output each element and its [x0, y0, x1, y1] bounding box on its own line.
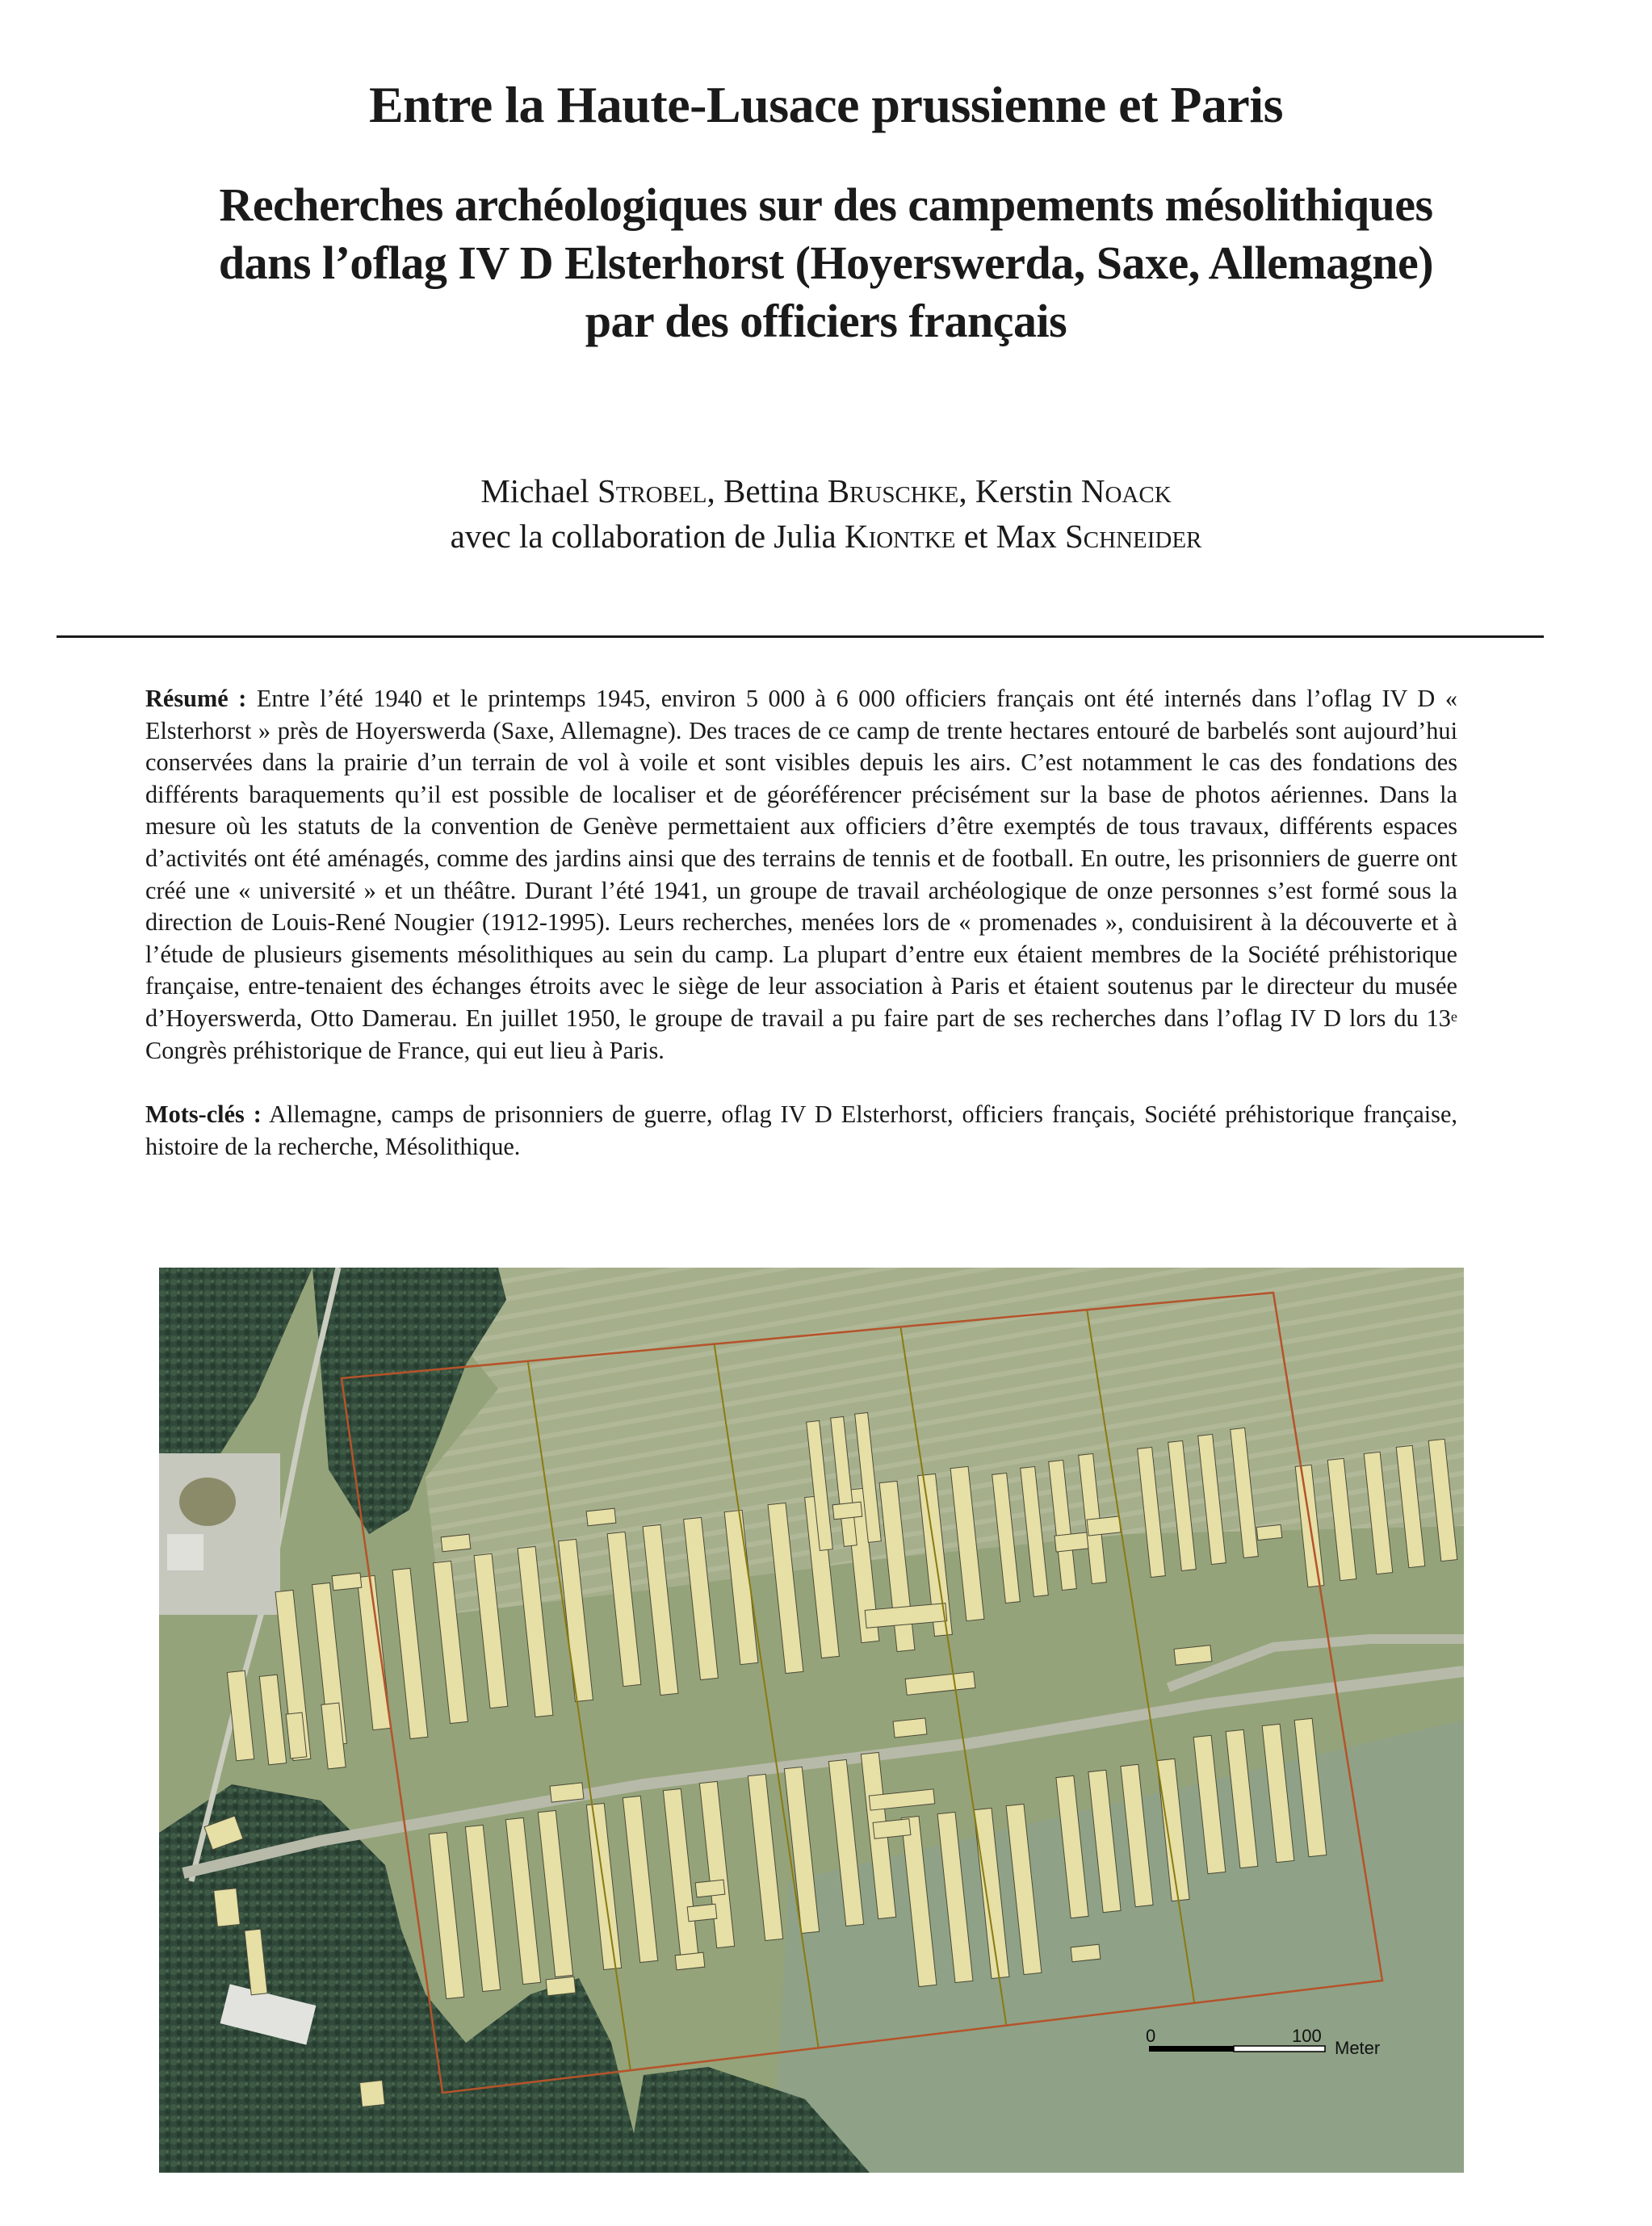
scale-bar-white-segment [1234, 2046, 1325, 2052]
abstract-section [145, 683, 1457, 1163]
article-title: Entre la Haute-Lusace prussienne et Paris [368, 76, 1284, 133]
parking-island [179, 1478, 236, 1526]
scale-bar-end-label: 100 [1292, 2026, 1322, 2046]
author-list: Michael Strobel, Bettina Bruschke, Kerstin Noack [480, 472, 1172, 509]
scale-bar-start-label: 0 [1146, 2026, 1156, 2046]
barrack [832, 1502, 862, 1520]
barrack [586, 1508, 616, 1526]
barrack [441, 1534, 471, 1552]
subtitle-line: Recherches archéologiques sur des campements mésolithiques [219, 178, 1433, 231]
barrack [546, 1977, 576, 1996]
barrack [1174, 1645, 1212, 1666]
author-name: Kerstin Noack [975, 472, 1172, 509]
barrack [360, 2081, 385, 2107]
barrack [687, 1904, 717, 1922]
keywords-paragraph: Mots-clés : Allemagne, camps de prisonniers de guerre, oflag IV D Elsterhorst, officiers français, Société préhistorique française, histoire de la recherche, Mésolithique. [145, 1100, 1457, 1160]
abstract-paragraph: Résumé : Entre l’été 1940 et le printemps 1945, environ 5 000 à 6 000 officiers français ont été internés dans l’oflag IV D « Elsterhorst » près de Hoyerswerda (Saxe, Allemagne). Des traces de ce camp de trente hectares entouré de barbelés sont aujourd’hui conservées dans la prairie d’un terrain de vol à voile et sont visibles depuis les airs. C’est notamment le cas des fondations des différents baraquements qu’il est possible de localiser et de géoréférencer précisément sur la base de photos aériennes. Dans la mesure où les statuts de la convention de Genève permettaient aux officiers d’être exemptés de tous travaux, différents espaces d’activités ont été aménagés, comme des jardins ainsi que des terrains de tennis et de football. En outre, les prisonniers de guerre ont créé une « université » et un théâtre. Durant l’été 1941, un groupe de travail archéologique de onze personnes s’est formé sous la direction de Louis-René Nougier (1912-1995). Leurs recherches, menées lors de « promenades », conduisirent à la découverte et à l’étude de plusieurs gisements mésolithiques au sein du camp. La plupart d’entre eux étaient membres de la Société préhistorique française, entre-tenaient des échanges étroits avec le siège de leur association à Paris et étaient soutenus par le directeur du musée d’Hoyerswerda, Otto Damerau. En juillet 1950, le groupe de travail a pu faire part de ses recherches dans l’oflag IV D lors du 13e Congrès préhistorique de France, qui eut lieu à Paris. [145, 685, 1457, 1064]
aerial-photo-figure [159, 1268, 1464, 2173]
barrack [332, 1573, 362, 1591]
subtitle-line: par des officiers français [585, 295, 1067, 347]
barrack [695, 1880, 725, 1897]
author-name: Bettina Bruschke [723, 472, 959, 509]
scale-bar-black-segment [1149, 2046, 1234, 2052]
abstract-label: Résumé : [145, 685, 247, 712]
barrack [1071, 1944, 1101, 1962]
barrack [214, 1889, 241, 1927]
barrack [675, 1952, 705, 1970]
barrack [1087, 1516, 1121, 1536]
barrack [873, 1819, 911, 1839]
scale-bar-unit: Meter [1335, 2038, 1381, 2058]
collaboration-line: avec la collaboration de Julia Kiontke et Max Schneider [450, 518, 1202, 555]
collaborator-name: Julia Kiontke [774, 518, 956, 555]
building-west [167, 1534, 203, 1570]
barrack [1256, 1524, 1282, 1540]
author-block [0, 468, 1652, 559]
keywords-label: Mots-clés : [145, 1100, 262, 1129]
subtitle-line: dans l’oflag IV D Elsterhorst (Hoyerswerda, Saxe, Allemagne) [218, 237, 1434, 289]
author-name: Michael Strobel [480, 472, 707, 509]
article-subtitle [0, 176, 1652, 350]
barrack [550, 1783, 584, 1802]
barrack [1055, 1532, 1088, 1552]
header-divider [57, 635, 1544, 638]
aerial-map [159, 1268, 1464, 2173]
collaborator-name: Max Schneider [996, 518, 1202, 555]
barrack [893, 1718, 927, 1738]
